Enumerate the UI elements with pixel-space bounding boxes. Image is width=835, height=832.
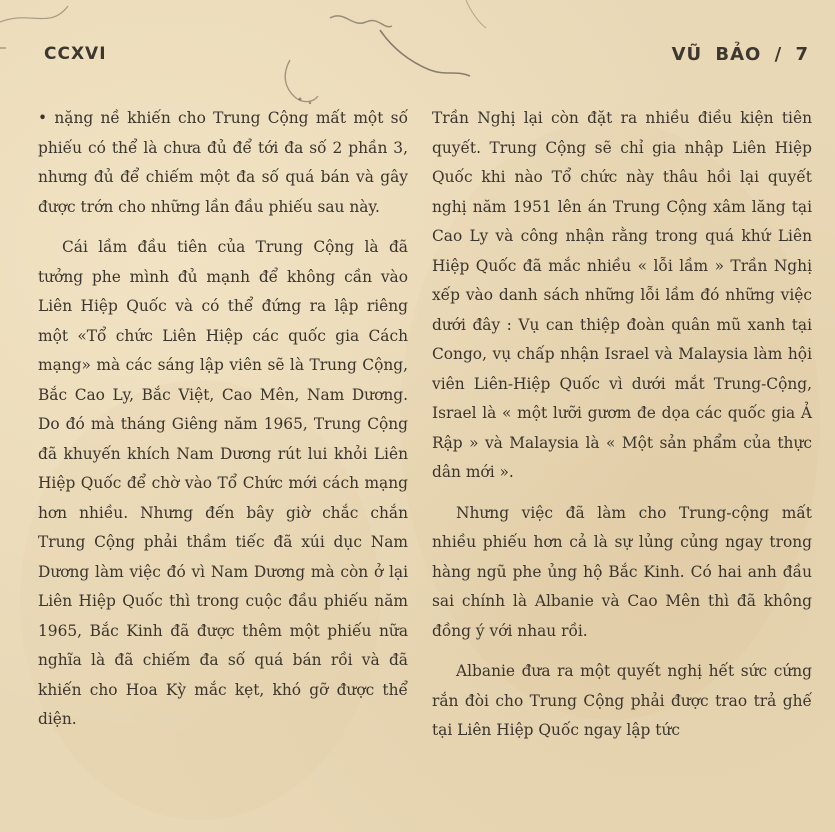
paragraph: Nhưng việc đã làm cho Trung-cộng mất nhiều phiếu hơn cả là sự lủng củng ngay trong hàng ngũ phe ủng hộ Bắc Kinh. Có hai anh đầu sai chính là Albanie và Cao Mên thì đã không đồng ý với nhau rồi. [432,503,812,640]
paragraph: Albanie đưa ra một quyết nghị hết sức cứng rắn đòi cho Trung Cộng phải được trao trả ghế tại Liên Hiệp Quốc ngay lập tức [432,662,812,739]
page-header [0,44,835,74]
right-text-column [432,104,812,757]
paragraph: Cái lầm đầu tiên của Trung Cộng là đã tưởng phe mình đủ mạnh để không cần vào Liên Hiệp Quốc và có thể đứng ra lập riêng một «Tổ chức Liên Hiệp các quốc gia Cách mạng» mà các sáng lập viên sẽ là Trung Cộng, Bắc Cao Ly, Bắc Việt, Cao Mên, Nam Dương. Do đó mà tháng Giêng năm 1965, Trung Cộng đã khuyến khích Nam Dương rút lui khỏi Liên Hiệp Quốc để chờ vào Tổ Chức mới cách mạng hơn nhiều. Nhưng đến bây giờ chắc chắn Trung Cộng phải thầm tiếc đã xúi dục Nam Dương làm việc đó vì Nam Dương mà còn ở lại Liên Hiệp Quốc thì trong cuộc đầu phiếu năm 1965, Bắc Kinh đã được thêm một phiếu nữa nghĩa là đã chiếm đa số quá bán rồi và đã khiến cho Hoa Kỳ mắc kẹt, khó gỡ được thể diện. [38,238,408,728]
paragraph: Trần Nghị lại còn đặt ra nhiều điều kiện tiên quyết. Trung Cộng sẽ chỉ gia nhập Liên Hiệp Quốc khi nào Tổ chức này thâu hồi lại quyết nghị năm 1951 lên án Trung Cộng xâm lăng tại Cao Ly và công nhận rằng trong quá khứ Liên Hiệp Quốc đã mắc nhiều « lỗi lầm » Trần Nghị xếp vào danh sách những lỗi lầm đó những việc dưới đây : Vụ can thiệp đoàn quân mũ xanh tại Congo, vụ chấp nhận Israel và Malaysia làm hội viên Liên-Hiệp Quốc vì dưới mắt Trung-Cộng, Israel là « một lưỡi gươm đe dọa các quốc gia Ả Rập » và Malaysia là « Một sản phẩm của thực dân mới ». [432,109,812,481]
paragraph: • nặng nề khiến cho Trung Cộng mất một số phiếu có thể là chưa đủ để tới đa số 2 phần 3, nhưng đủ để chiếm một đa số quá bán và gây được trớn cho những lần đầu phiếu sau này. [38,109,408,216]
author-page-number: VŨ BẢO / 7 [671,44,809,65]
left-text-column [38,104,408,746]
chapter-number: CCXVI [44,44,107,64]
